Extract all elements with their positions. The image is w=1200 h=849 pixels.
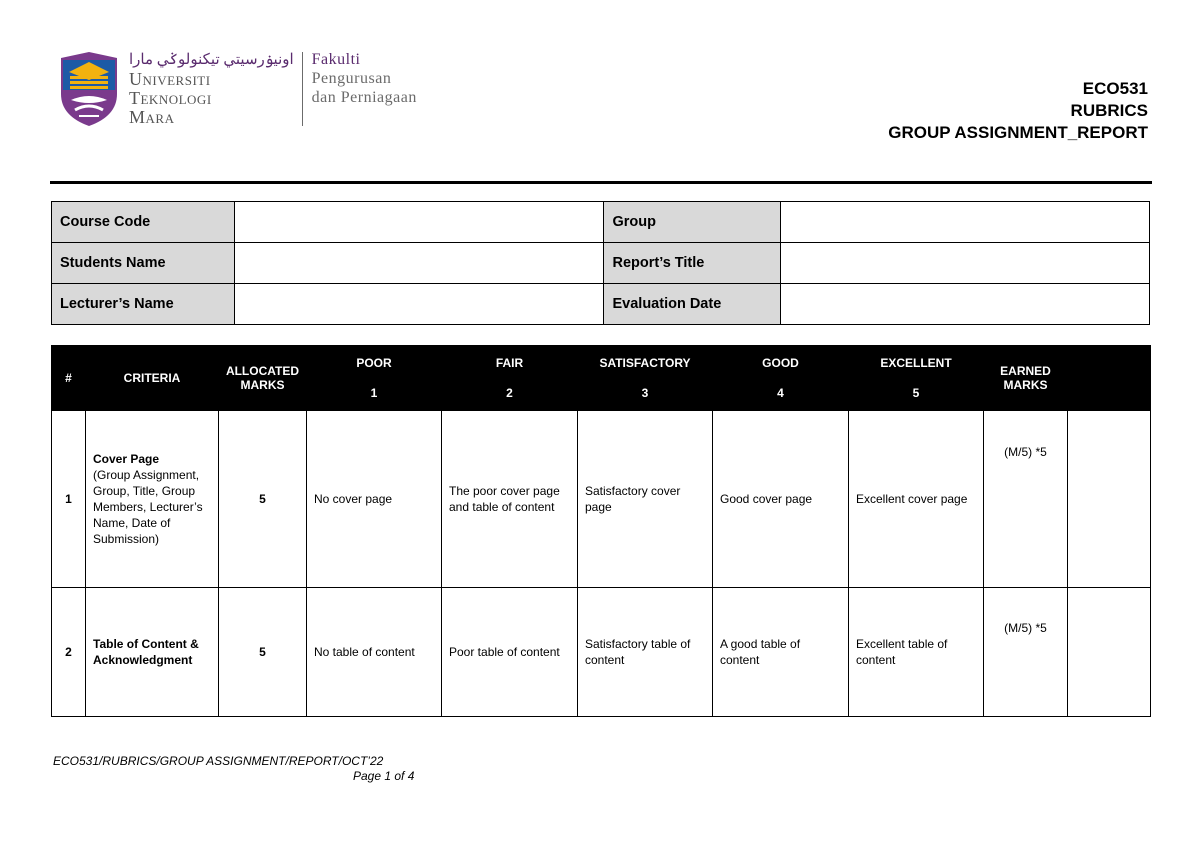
criteria-cell	[86, 588, 219, 717]
header-excellent-label: EXCELLENT	[880, 356, 952, 370]
faculty-line2: Pengurusan	[311, 70, 392, 87]
header-fair-score: 2	[506, 386, 513, 400]
uitm-name-line3: Mara	[129, 107, 175, 127]
fair-descriptor: Poor table of content	[442, 588, 578, 717]
allocated-marks: 5	[219, 588, 307, 717]
excellent-descriptor: Excellent cover page	[849, 411, 984, 588]
good-descriptor: A good table of content	[713, 588, 849, 717]
rubrics-title: RUBRICS	[1070, 101, 1148, 120]
poor-descriptor: No cover page	[307, 411, 442, 588]
criteria-detail: (Group Assignment, Group, Title, Group Members, Lecturer’s Name, Date of Submission)	[93, 468, 203, 546]
uitm-crest-icon	[57, 50, 121, 128]
header-excellent-score: 5	[912, 386, 920, 400]
header-excellent	[849, 346, 984, 411]
assignment-title: GROUP ASSIGNMENT_REPORT	[888, 123, 1148, 142]
header-criteria: CRITERIA	[86, 346, 219, 411]
header-good	[713, 346, 849, 411]
header-fair-label: FAIR	[495, 356, 524, 370]
course-code-label: Course Code	[52, 202, 235, 243]
row-number: 2	[52, 588, 86, 717]
report-title-label: Report’s Title	[604, 243, 781, 284]
group-field[interactable]	[781, 202, 1150, 243]
earned-marks-field[interactable]	[1068, 588, 1151, 717]
earned-marks-field[interactable]	[1068, 411, 1151, 588]
satisfactory-descriptor: Satisfactory table of content	[578, 588, 713, 717]
table-row	[52, 411, 1151, 588]
allocated-marks: 5	[219, 411, 307, 588]
uitm-jawi-name: اونيۏرسيتي تيكنولوݢي مارا	[129, 52, 294, 68]
satisfactory-descriptor: Satisfactory cover page	[578, 411, 713, 588]
header-satisfactory	[578, 346, 713, 411]
lecturer-name-label: Lecturer’s Name	[52, 284, 235, 325]
info-row	[52, 243, 1150, 284]
rubric-table	[51, 345, 1151, 717]
earned-formula: (M/5) *5	[984, 588, 1068, 717]
fair-descriptor: The poor cover page and table of content	[442, 411, 578, 588]
evaluation-date-field[interactable]	[781, 284, 1150, 325]
info-row	[52, 284, 1150, 325]
header-good-score: 4	[777, 386, 784, 400]
report-title-field[interactable]	[781, 243, 1150, 284]
header-earned-marks: EARNED MARKS	[984, 346, 1068, 411]
poor-descriptor: No table of content	[307, 588, 442, 717]
criteria-title: Cover Page	[93, 452, 160, 466]
logo-divider	[302, 52, 303, 126]
students-name-field[interactable]	[234, 243, 604, 284]
info-table	[51, 201, 1150, 325]
header-satisfactory-score: 3	[641, 386, 649, 400]
header-poor-score: 1	[370, 386, 378, 400]
info-row	[52, 202, 1150, 243]
rubric-header-row	[52, 346, 1151, 411]
criteria-title: Table of Content & Acknowledgment	[93, 637, 199, 667]
row-number: 1	[52, 411, 86, 588]
excellent-descriptor: Excellent table of content	[849, 588, 984, 717]
uitm-name-line1: Universiti	[129, 69, 211, 89]
header-poor	[307, 346, 442, 411]
lecturer-name-field[interactable]	[234, 284, 604, 325]
header-blank	[1068, 346, 1151, 411]
header-rule	[50, 181, 1152, 184]
page-number: Page 1 of 4	[353, 769, 415, 783]
group-label: Group	[604, 202, 781, 243]
students-name-label: Students Name	[52, 243, 235, 284]
header-num: #	[52, 346, 86, 411]
table-row	[52, 588, 1151, 717]
faculty-line1: Fakulti	[311, 51, 361, 68]
criteria-cell	[86, 411, 219, 588]
faculty-line3: dan Perniagaan	[311, 89, 417, 106]
header-poor-label: POOR	[356, 356, 392, 370]
document-title	[888, 78, 1148, 144]
course-code-title: ECO531	[1082, 79, 1148, 98]
header-fair	[442, 346, 578, 411]
course-code-field[interactable]	[234, 202, 604, 243]
header-satisfactory-label: SATISFACTORY	[599, 356, 691, 370]
header-allocated-marks: ALLOCATED MARKS	[219, 346, 307, 411]
header-good-label: GOOD	[762, 356, 799, 370]
good-descriptor: Good cover page	[713, 411, 849, 588]
evaluation-date-label: Evaluation Date	[604, 284, 781, 325]
uitm-name-line2: Teknologi	[129, 88, 212, 108]
page-footer	[53, 754, 414, 784]
footer-reference: ECO531/RUBRICS/GROUP ASSIGNMENT/REPORT/OCT’22	[53, 754, 384, 768]
earned-formula: (M/5) *5	[984, 411, 1068, 588]
uitm-logo	[57, 50, 417, 130]
